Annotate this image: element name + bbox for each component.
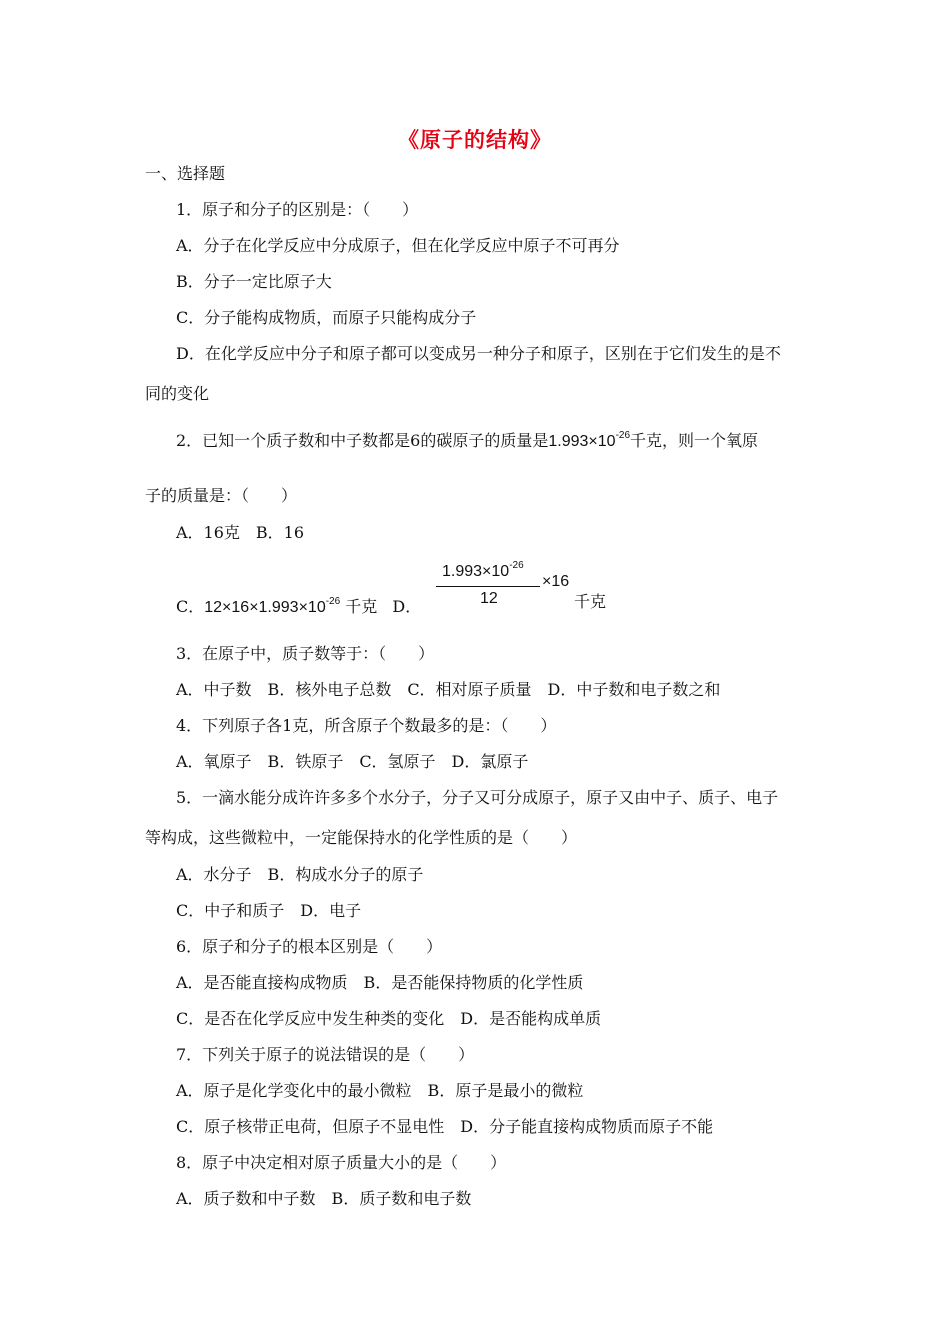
question-3-options: A．中子数 B．核外电子总数 C．相对原子质量 D．中子数和电子数之和 — [176, 680, 721, 699]
question-2-stem-cont: 子的质量是：（ ） — [145, 486, 298, 505]
option-c-formula — [204, 596, 341, 616]
question-5-stem: 5．一滴水能分成许许多多个水分子，分子又可分成原子，原子又由中子、质子、电子 — [176, 788, 779, 807]
option-d-label: D． — [392, 597, 422, 616]
question-1-stem: 1．原子和分子的区别是：（ ） — [176, 200, 419, 219]
option-d-unit: 千克 — [574, 592, 607, 611]
question-2-stem-text: 2．已知一个质子数和中子数都是6的碳原子的质量是 — [176, 431, 549, 450]
question-6-options-ab: A．是否能直接构成物质 B．是否能保持物质的化学性质 — [176, 973, 584, 992]
question-5-options-cd: C．中子和质子 D．电子 — [176, 901, 362, 920]
fraction-denominator: 12 — [480, 590, 498, 607]
option-c-expression: 12×16×1.993×10 — [204, 599, 326, 616]
fraction-numerator-exponent: -26 — [509, 560, 524, 571]
question-8-stem: 8．原子中决定相对原子质量大小的是（ ） — [176, 1153, 507, 1172]
carbon-mass-exponent: -26 — [615, 430, 631, 441]
question-1-option-b: B．分子一定比原子大 — [176, 272, 332, 291]
fraction-bar — [436, 586, 540, 587]
carbon-mass-formula — [548, 430, 631, 450]
question-5-options-ab: A．水分子 B．构成水分子的原子 — [176, 865, 424, 884]
section-heading: 一、选择题 — [145, 164, 226, 183]
carbon-mass-mantissa: 1.993×10 — [548, 433, 616, 450]
question-1-option-d: D．在化学反应中分子和原子都可以变成另一种分子和原子，区别在于它们发生的是不 — [176, 344, 781, 363]
question-6-options-cd: C．是否在化学反应中发生种类的变化 D．是否能构成单质 — [176, 1009, 602, 1028]
option-c-unit: 千克 — [345, 597, 378, 616]
option-c-exponent: -26 — [325, 596, 341, 607]
question-1-option-a: A．分子在化学反应中分成原子，但在化学反应中原子不可再分 — [176, 236, 620, 255]
question-6-stem: 6．原子和分子的根本区别是（ ） — [176, 937, 443, 956]
question-7-options-cd: C．原子核带正电荷，但原子不显电性 D．分子能直接构成物质而原子不能 — [176, 1117, 714, 1136]
question-8-options-ab: A．质子数和中子数 B．质子数和电子数 — [176, 1189, 472, 1208]
question-1-option-d-cont: 同的变化 — [145, 384, 210, 403]
question-2-option-c — [176, 592, 421, 618]
fraction-multiplier: ×16 — [542, 573, 570, 590]
option-c-label: C． — [176, 597, 205, 616]
question-2-options-ab: A．16克 B．16 — [176, 523, 305, 542]
fraction-numerator — [442, 560, 524, 581]
question-3-stem: 3．在原子中，质子数等于：（ ） — [176, 644, 435, 663]
question-4-options: A．氧原子 B．铁原子 C．氢原子 D．氯原子 — [176, 752, 529, 771]
question-5-stem-cont: 等构成，这些微粒中，一定能保持水的化学性质的是（ ） — [145, 828, 578, 847]
question-1-option-c: C．分子能构成物质，而原子只能构成分子 — [176, 308, 477, 327]
question-2-stem — [176, 426, 758, 452]
question-7-stem: 7．下列关于原子的说法错误的是（ ） — [176, 1045, 475, 1064]
fraction-numerator-mantissa: 1.993×10 — [442, 563, 510, 580]
question-2-stem-text-end: 千克，则一个氧原 — [630, 431, 759, 450]
document-title: 《原子的结构》 — [398, 127, 552, 152]
question-7-options-ab: A．原子是化学变化中的最小微粒 B．原子是最小的微粒 — [176, 1081, 584, 1100]
question-4-stem: 4．下列原子各1克，所含原子个数最多的是：（ ） — [176, 716, 557, 735]
